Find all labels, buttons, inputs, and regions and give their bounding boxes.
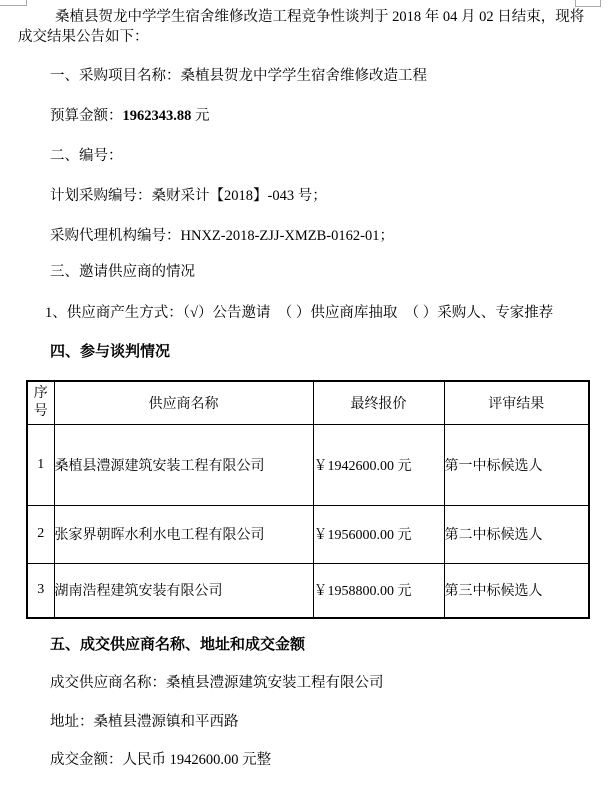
intro-paragraph: 桑植县贺龙中学学生宿舍维修改造工程竞争性谈判于 2018 年 04 月 02 日结束，现将成交结果公告如下：: [18, 9, 585, 45]
deal-amount-line: 成交金额：人民币 1942600.00 元整: [50, 752, 272, 768]
section3-title: 三、邀请供应商的情况: [50, 264, 195, 280]
plan-number-line: 计划采购编号：桑财采计【2018】-043 号；: [50, 188, 327, 204]
section2-title: 二、编号：: [50, 148, 123, 164]
agency-number-line: 采购代理机构编号：HNXZ-2018-ZJJ-XMZB-0162-01；: [50, 228, 394, 244]
table-header-row: [27, 381, 589, 424]
cell-seq: 1: [27, 424, 54, 505]
cell-result: 第三中标候选人: [444, 563, 589, 618]
header-result: 评审结果: [444, 381, 589, 424]
winner-name-line: 成交供应商名称：桑植县澧源建筑安装工程有限公司: [50, 675, 384, 691]
cell-result: 第二中标候选人: [444, 505, 589, 563]
budget-amount: 1962343.88: [122, 108, 192, 124]
section4-title: 四、参与谈判情况: [50, 344, 171, 360]
cropped-frame-artifact-left: [0, 0, 27, 6]
table-row: [27, 563, 589, 618]
cell-result: 第一中标候选人: [444, 424, 589, 505]
cell-supplier: 张家界朝晖水利水电工程有限公司: [54, 505, 313, 563]
cell-supplier: 桑植县澧源建筑安装工程有限公司: [54, 424, 313, 505]
cell-price: ￥1942600.00 元: [313, 424, 444, 505]
table-row: [27, 424, 589, 505]
header-supplier: 供应商名称: [54, 381, 313, 424]
budget-unit: 元: [191, 108, 210, 124]
header-seq: 序号: [27, 381, 54, 424]
cell-price: ￥1956000.00 元: [313, 505, 444, 563]
section1-title: 一、采购项目名称：桑植县贺龙中学学生宿舍维修改造工程: [50, 68, 427, 84]
budget-label: 预算金额：: [50, 108, 123, 124]
cell-supplier: 湖南浩程建筑安装有限公司: [54, 563, 313, 618]
supplier-method-line: 1、供应商产生方式：（√）公告邀请 （ ）供应商库抽取 （ ）采购人、专家推荐: [45, 305, 554, 321]
table-row: [27, 505, 589, 563]
negotiation-table: [26, 380, 590, 619]
section5-title: 五、成交供应商名称、地址和成交金额: [50, 637, 306, 653]
cropped-frame-artifact-right: [575, 0, 601, 7]
cell-seq: 2: [27, 505, 54, 563]
cell-seq: 3: [27, 563, 54, 618]
budget-line: [50, 106, 210, 126]
cell-price: ￥1958800.00 元: [313, 563, 444, 618]
winner-address-line: 地址：桑植县澧源镇和平西路: [50, 714, 239, 730]
header-price: 最终报价: [313, 381, 444, 424]
